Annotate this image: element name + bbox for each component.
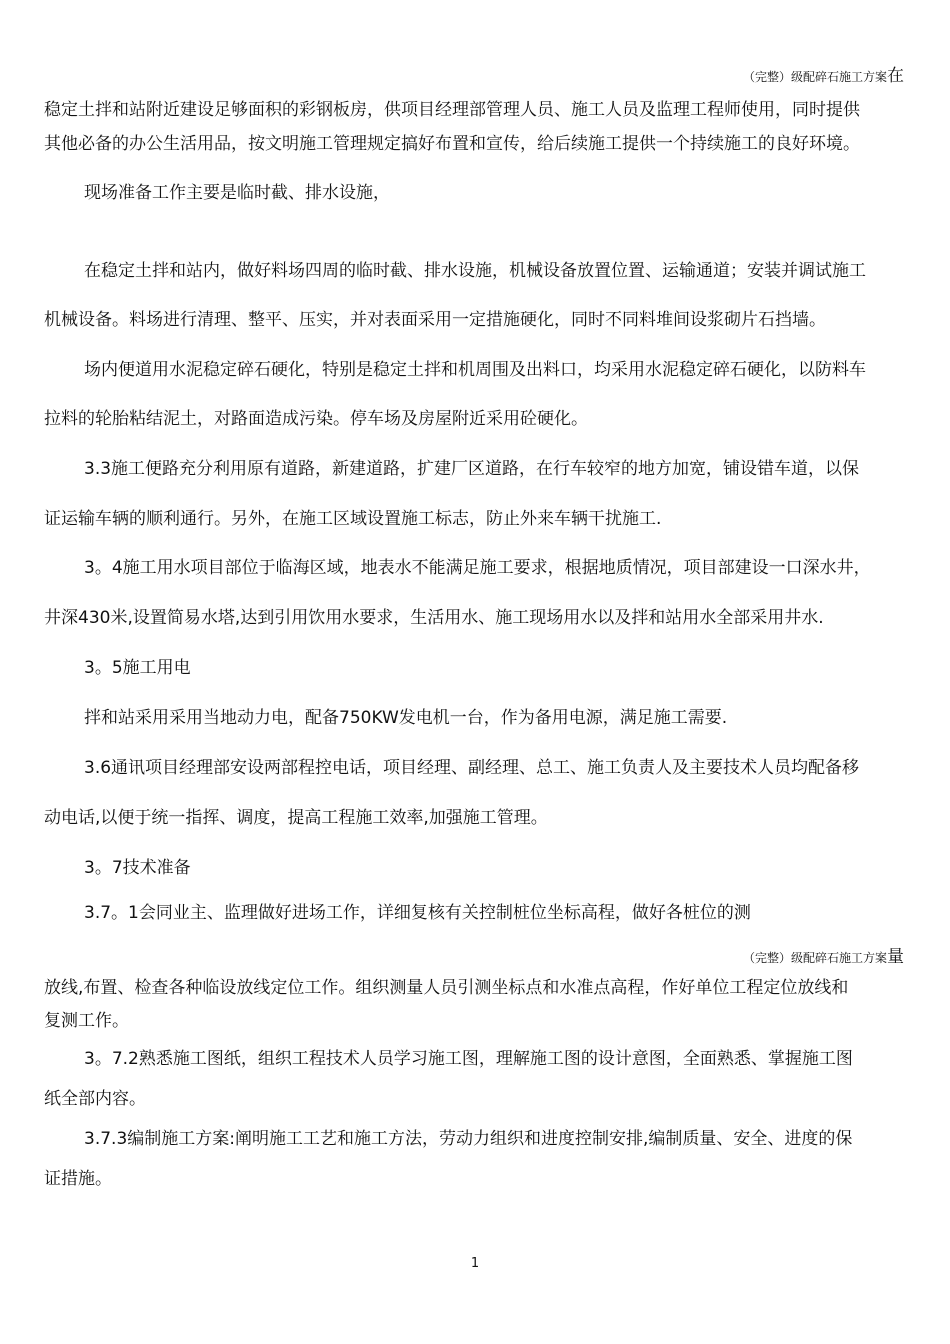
body-line: 机械设备。料场进行清理、整平、压实，并对表面采用一定措施硬化，同时不同料堆间设浆砌片石挡墙。 xyxy=(44,310,826,330)
running-header xyxy=(743,66,904,87)
body-line: 3.7.3编制施工方案:阐明施工工艺和施工方法，劳动力组织和进度控制安排,编制质量、安全、进度的保 xyxy=(84,1129,853,1149)
body-line: 纸全部内容。 xyxy=(44,1089,146,1109)
body-line: 证运输车辆的顺利通行。另外，在施工区域设置施工标志，防止外来车辆干扰施工. xyxy=(44,509,662,529)
body-line: 现场准备工作主要是临时截、排水设施， xyxy=(84,183,390,203)
body-line: 3。4施工用水项目部位于临海区域，地表水不能满足施工要求，根据地质情况，项目部建设一口深水井， xyxy=(84,558,871,578)
body-line: 证措施。 xyxy=(44,1169,112,1189)
body-line: 拉料的轮胎粘结泥土，对路面造成污染。停车场及房屋附近采用砼硬化。 xyxy=(44,409,588,429)
body-line: 3.3施工便路充分利用原有道路，新建道路，扩建厂区道路，在行车较窄的地方加宽，铺设错车道，以保 xyxy=(84,459,860,479)
body-line: 动电话,以便于统一指挥、调度，提高工程施工效率,加强施工管理。 xyxy=(44,808,548,828)
running-header-title: （完整）级配碎石施工方案 xyxy=(742,951,887,965)
body-line: 复测工作。 xyxy=(44,1011,129,1031)
body-line: 井深430米,设置简易水塔,达到引用饮用水要求，生活用水、施工现场用水以及拌和站用水全部采用井水. xyxy=(44,608,824,628)
running-header-title: （完整）级配碎石施工方案 xyxy=(742,70,887,84)
body-line: 拌和站采用采用当地动力电，配备750KW发电机一台，作为备用电源，满足施工需要. xyxy=(84,708,728,728)
section-heading: 3。5施工用电 xyxy=(84,658,191,678)
body-line: 放线,布置、检查各种临设放线定位工作。组织测量人员引测坐标点和水准点高程，作好单位工程定位放线和 xyxy=(44,978,849,998)
body-line: 3。7.2熟悉施工图纸，组织工程技术人员学习施工图，理解施工图的设计意图，全面熟悉、掌握施工图 xyxy=(84,1049,853,1069)
running-header-tail: 量 xyxy=(887,947,904,967)
body-line: 其他必备的办公生活用品，按文明施工管理规定搞好布置和宣传，给后续施工提供一个持续施工的良好环境。 xyxy=(44,134,860,154)
body-line: 在稳定土拌和站内，做好料场四周的临时截、排水设施，机械设备放置位置、运输通道；安装并调试施工 xyxy=(84,261,866,281)
body-line: 3.6通讯项目经理部安设两部程控电话，项目经理、副经理、总工、施工负责人及主要技术人员均配备移 xyxy=(84,758,860,778)
page-number: 1 xyxy=(470,1256,480,1271)
running-header-tail: 在 xyxy=(887,66,904,86)
body-line: 3.7。1会同业主、监理做好进场工作，详细复核有关控制桩位坐标高程，做好各桩位的测 xyxy=(84,903,751,923)
section-heading: 3。7技术准备 xyxy=(84,858,191,878)
body-line: 场内便道用水泥稳定碎石硬化，特别是稳定土拌和机周围及出料口，均采用水泥稳定碎石硬化，以防料车 xyxy=(84,360,866,380)
body-line: 稳定土拌和站附近建设足够面积的彩钢板房，供项目经理部管理人员、施工人员及监理工程师使用，同时提供 xyxy=(44,100,860,120)
running-header xyxy=(743,947,904,968)
